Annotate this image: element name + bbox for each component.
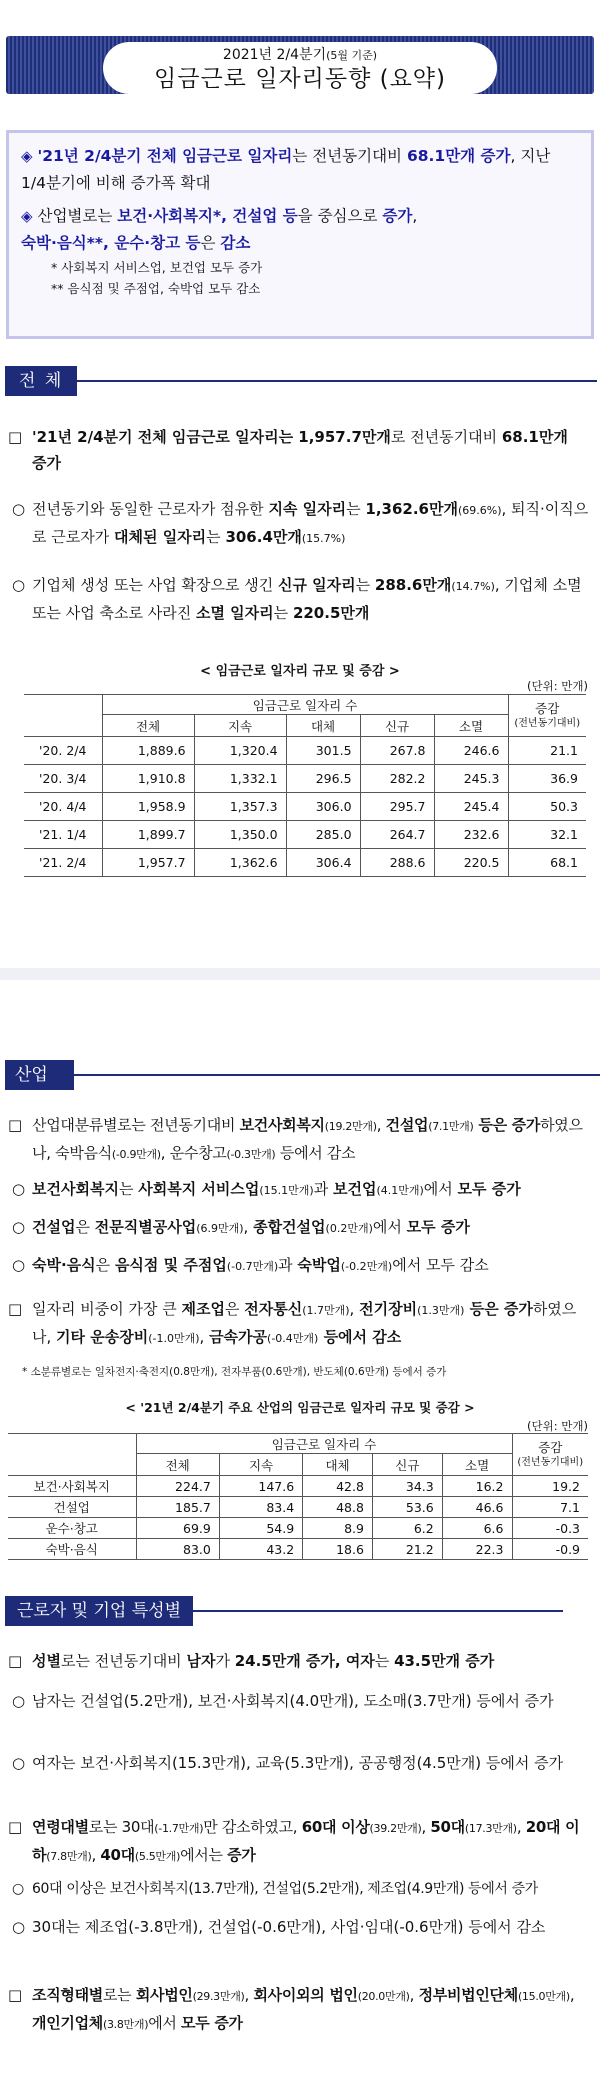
circle-bullet-icon: ○ [12, 500, 26, 518]
table-cell: 1,350.0 [194, 821, 286, 849]
total-paragraph-1: □ '21년 2/4분기 전체 임금근로 일자리는 1,957.7만개로 전년동기대비 68.1만개 증가 [8, 424, 592, 476]
table-column-header: 지속 [194, 715, 286, 737]
circle-bullet-icon: ○ [12, 1256, 26, 1274]
table-cell: 21.2 [372, 1539, 442, 1560]
table-column-header: 신규 [360, 715, 434, 737]
summary-line-3: 숙박·음식**, 운수·창고 등은 감소 [21, 234, 251, 252]
circle-bullet-icon: ○ [12, 576, 26, 594]
table-cell: -0.3 [512, 1518, 588, 1539]
diamond-icon: ◈ [21, 207, 33, 225]
worker-paragraph-3: ○ 여자는 보건·사회복지(15.3만개), 교육(5.3만개), 공공행정(4.5만개) 등에서 증가 [8, 1750, 592, 1776]
square-bullet-icon: □ [8, 428, 23, 446]
worker-paragraph-5: ○ 60대 이상은 보건사회복지(13.7만개), 건설업(5.2만개), 제조업(4.9만개) 등에서 증가 [8, 1876, 592, 1902]
circle-bullet-icon: ○ [12, 1218, 26, 1236]
circle-bullet-icon: ○ [12, 1180, 26, 1198]
table-cell: 16.2 [442, 1476, 512, 1497]
summary-box [6, 130, 594, 339]
page-title: 임금근로 일자리동향 (요약) [154, 66, 446, 92]
table-cell: 46.6 [442, 1497, 512, 1518]
table-cell: 245.4 [434, 793, 508, 821]
circle-bullet-icon: ○ [12, 1918, 26, 1936]
table-row [24, 765, 586, 793]
table-cell: 83.0 [136, 1539, 219, 1560]
table-row-label: '20. 2/4 [24, 737, 102, 765]
table-cell: 224.7 [136, 1476, 219, 1497]
industry-table-unit: (단위: 만개) [527, 1419, 588, 1433]
square-bullet-icon: □ [8, 1818, 22, 1836]
table-row-label: '20. 3/4 [24, 765, 102, 793]
table-column-header: 전체 [102, 715, 194, 737]
table-cell: 1,957.7 [102, 849, 194, 877]
table-cell: 267.8 [360, 737, 434, 765]
table-cell: 48.8 [303, 1497, 373, 1518]
circle-bullet-icon: ○ [12, 1692, 26, 1710]
table-row [24, 821, 586, 849]
summary-note-1: * 사회복지 서비스업, 보건업 모두 증가 [51, 260, 263, 275]
square-bullet-icon: □ [8, 1116, 22, 1134]
table-cell: 36.9 [508, 765, 586, 793]
table-cell: 6.6 [442, 1518, 512, 1539]
worker-paragraph-1: □ 성별로는 전년동기대비 남자가 24.5만개 증가, 여자는 43.5만개 증가 [8, 1648, 592, 1674]
table-cell: -0.9 [512, 1539, 588, 1560]
table-cell: 1,357.3 [194, 793, 286, 821]
table-cell: 282.2 [360, 765, 434, 793]
table-row-label: '21. 2/4 [24, 849, 102, 877]
table-cell: 296.5 [286, 765, 360, 793]
table-cell: 306.4 [286, 849, 360, 877]
table-cell: 32.1 [508, 821, 586, 849]
table-row-label: 보건·사회복지 [8, 1476, 136, 1497]
industry-paragraph-1: □ 산업대분류별로는 전년동기대비 보건사회복지(19.2만개), 건설업(7.1만개) 등은 증가하였으나, 숙박음식(-0.9만개), 운수창고(-0.3만개) 등에서 감소 [8, 1112, 592, 1168]
table-row [24, 737, 586, 765]
industry-paragraph-5: □ 일자리 비중이 가장 큰 제조업은 전자통신(1.7만개), 전기장비(1.3만개) 등은 증가하였으나, 기타 운송장비(-1.0만개), 금속가공(-0.4만개) 등에서 감소 [8, 1296, 592, 1352]
table-cell: 1,899.7 [102, 821, 194, 849]
worker-paragraph-4: □ 연령대별로는 30대(-1.7만개)만 감소하였고, 60대 이상(39.2만개), 50대(17.3만개), 20대 이하(7.8만개), 40대(5.5만개)에서는 증가 [8, 1814, 592, 1870]
industry-footnote: * 소분류별로는 일차전지·축전지(0.8만개), 전자부품(0.6만개), 반도체(0.6만개) 등에서 증가 [22, 1366, 447, 1378]
table-cell: 288.6 [360, 849, 434, 877]
table-cell: 68.1 [508, 849, 586, 877]
table-cell: 83.4 [219, 1497, 302, 1518]
worker-paragraph-7: □ 조직형태별로는 회사법인(29.3만개), 회사이외의 법인(20.0만개), 정부비법인단체(15.0만개), 개인기업체(3.8만개)에서 모두 증가 [8, 1982, 592, 2038]
table-cell: 1,958.9 [102, 793, 194, 821]
table-cell: 245.3 [434, 765, 508, 793]
section-header-worker: 근로자 및 기업 특성별 [5, 1596, 563, 1626]
table-cell: 1,889.6 [102, 737, 194, 765]
table-column-header: 지속 [219, 1454, 302, 1476]
table-cell: 1,320.4 [194, 737, 286, 765]
square-bullet-icon: □ [8, 1300, 23, 1318]
section-header-industry: 산업별 [5, 1060, 600, 1090]
table-cell: 43.2 [219, 1539, 302, 1560]
header-pill [103, 42, 497, 94]
worker-paragraph-2: ○ 남자는 건설업(5.2만개), 보건·사회복지(4.0만개), 도소매(3.7만개) 등에서 증가 [8, 1688, 592, 1714]
total-table [24, 694, 586, 877]
table-group-header: 임금근로 일자리 수 [102, 695, 508, 715]
square-bullet-icon: □ [8, 1986, 22, 2004]
table-row [24, 849, 586, 877]
table-cell: 264.7 [360, 821, 434, 849]
table-cell: 220.5 [434, 849, 508, 877]
table-group-header: 임금근로 일자리 수 [136, 1434, 512, 1454]
square-bullet-icon: □ [8, 1652, 23, 1670]
summary-line-2: ◈ 산업별로는 보건·사회복지*, 건설업 등을 중심으로 증가, [21, 207, 418, 225]
table-cell: 185.7 [136, 1497, 219, 1518]
table-cell: 1,332.1 [194, 765, 286, 793]
table-column-header: 소멸 [434, 715, 508, 737]
table-column-header: 전체 [136, 1454, 219, 1476]
table-column-header: 대체 [286, 715, 360, 737]
section-header-total: 전 체 [5, 366, 597, 396]
table-cell: 1,362.6 [194, 849, 286, 877]
table-change-header: 증감 (전년동기대비) [512, 1434, 588, 1476]
table-row [8, 1518, 588, 1539]
table-row [8, 1539, 588, 1560]
table-cell: 18.6 [303, 1539, 373, 1560]
table-cell: 306.0 [286, 793, 360, 821]
table-cell: 1,910.8 [102, 765, 194, 793]
circle-bullet-icon: ○ [12, 1754, 26, 1772]
table-column-header: 신규 [372, 1454, 442, 1476]
table-row [8, 1497, 588, 1518]
table-cell: 7.1 [512, 1497, 588, 1518]
table-cell: 6.2 [372, 1518, 442, 1539]
table-cell: 147.6 [219, 1476, 302, 1497]
table-row-label: 건설업 [8, 1497, 136, 1518]
total-table-title: < 임금근로 일자리 규모 및 증감 > [200, 664, 400, 679]
table-row-label: 운수·창고 [8, 1518, 136, 1539]
table-cell: 246.6 [434, 737, 508, 765]
table-row-label: 숙박·음식 [8, 1539, 136, 1560]
table-cell: 50.3 [508, 793, 586, 821]
table-change-header: 증감 (전년동기대비) [508, 695, 586, 737]
summary-note-2: ** 음식점 및 주점업, 숙박업 모두 감소 [51, 281, 261, 296]
table-cell: 19.2 [512, 1476, 588, 1497]
total-table-unit: (단위: 만개) [527, 679, 588, 693]
worker-paragraph-6: ○ 30대는 제조업(-3.8만개), 건설업(-0.6만개), 사업·임대(-0.6만개) 등에서 감소 [8, 1914, 592, 1940]
summary-line-1: ◈ '21년 2/4분기 전체 임금근로 일자리는 전년동기대비 68.1만개 증가, 지난 1/4분기에 비해 증가폭 확대 [21, 147, 551, 192]
table-cell: 8.9 [303, 1518, 373, 1539]
table-cell: 69.9 [136, 1518, 219, 1539]
industry-table [8, 1433, 588, 1560]
table-cell: 285.0 [286, 821, 360, 849]
page-divider [0, 968, 600, 980]
table-cell: 42.8 [303, 1476, 373, 1497]
table-cell: 54.9 [219, 1518, 302, 1539]
table-row [24, 793, 586, 821]
industry-paragraph-4: ○ 숙박·음식은 음식점 및 주점업(-0.7만개)과 숙박업(-0.2만개)에서 모두 감소 [8, 1252, 592, 1280]
industry-paragraph-3: ○ 건설업은 전문직별공사업(6.9만개), 종합건설업(0.2만개)에서 모두 증가 [8, 1214, 592, 1242]
table-cell: 53.6 [372, 1497, 442, 1518]
header-subtitle: 2021년 2/4분기(5월 기준) [222, 47, 378, 63]
table-cell: 301.5 [286, 737, 360, 765]
table-column-header: 소멸 [442, 1454, 512, 1476]
table-column-header: 대체 [303, 1454, 373, 1476]
table-cell: 232.6 [434, 821, 508, 849]
table-cell: 295.7 [360, 793, 434, 821]
circle-bullet-icon: ○ [12, 1881, 24, 1897]
industry-table-title: < '21년 2/4분기 주요 산업의 임금근로 일자리 규모 및 증감 > [125, 1400, 475, 1415]
table-row [8, 1476, 588, 1497]
total-paragraph-3: ○ 기업체 생성 또는 사업 확장으로 생긴 신규 일자리는 288.6만개(14.7%), 기업체 소멸 또는 사업 축소로 사라진 소멸 일자리는 220.5만개 [8, 572, 592, 626]
table-row-label: '21. 1/4 [24, 821, 102, 849]
total-paragraph-2: ○ 전년동기와 동일한 근로자가 점유한 지속 일자리는 1,362.6만개(69.6%), 퇴직·이직으로 근로자가 대체된 일자리는 306.4만개(15.7%) [8, 496, 592, 552]
industry-paragraph-2: ○ 보건사회복지는 사회복지 서비스업(15.1만개)과 보건업(4.1만개)에서 모두 증가 [8, 1176, 592, 1204]
table-cell: 22.3 [442, 1539, 512, 1560]
diamond-icon: ◈ [21, 147, 33, 165]
table-cell: 34.3 [372, 1476, 442, 1497]
table-row-label: '20. 4/4 [24, 793, 102, 821]
table-cell: 21.1 [508, 737, 586, 765]
